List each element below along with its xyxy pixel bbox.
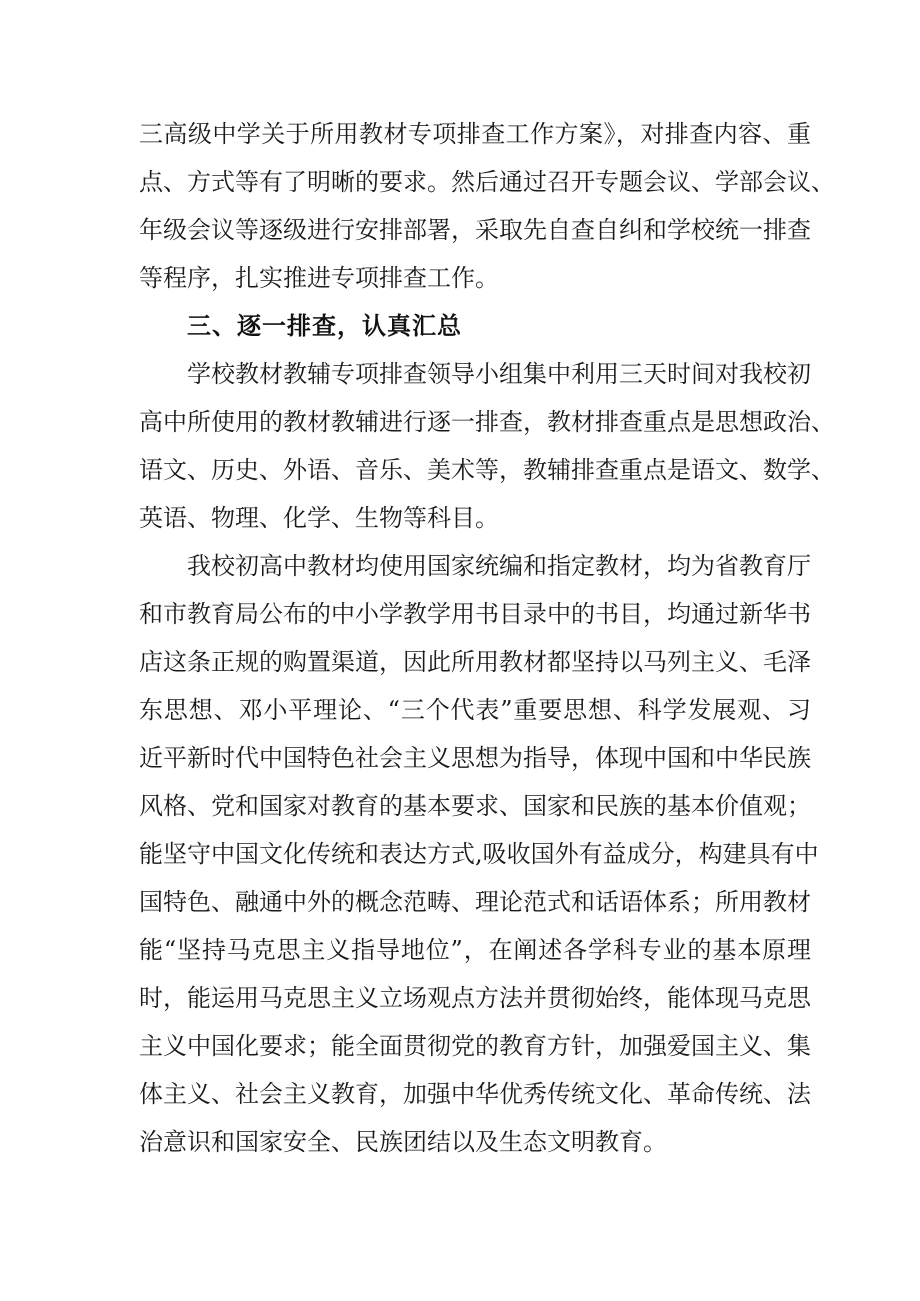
paragraph-line: 等程序，扎实推进专项排查工作。 [139, 264, 499, 292]
paragraph-line: 学校教材教辅专项排查领导小组集中利用三天时间对我校初 [187, 360, 811, 388]
paragraph-line: 近平新时代中国特色社会主义思想为指导，体现中国和中华民族 [139, 744, 811, 772]
paragraph-textbook-compliance [139, 542, 819, 1166]
paragraph-line: 东思想、邓小平理论、“三个代表”重要思想、科学发展观、习 [139, 696, 811, 724]
paragraph-plan-requirements [139, 110, 835, 302]
paragraph-line: 能“坚持马克思主义指导地位”，在阐述各学科专业的基本原理 [139, 936, 811, 964]
paragraph-line: 主义中国化要求；能全面贯彻党的教育方针，加强爱国主义、集 [139, 1032, 811, 1060]
section-heading: 三、逐一排查，认真汇总 [187, 312, 462, 340]
paragraph-line: 和市教育局公布的中小学教学用书目录中的书目，均通过新华书 [139, 600, 811, 628]
paragraph-line: 时，能运用马克思主义立场观点方法并贯彻始终，能体现马克思 [139, 984, 811, 1012]
paragraph-line: 点、方式等有了明晰的要求。然后通过召开专题会议、学部会议、 [139, 168, 835, 196]
paragraph-line: 店这条正规的购置渠道，因此所用教材都坚持以马列主义、毛泽 [139, 648, 811, 676]
paragraph-line: 体主义、社会主义教育，加强中华优秀传统文化、革命传统、法 [139, 1080, 811, 1108]
paragraph-line: 英语、物理、化学、生物等科目。 [139, 504, 499, 532]
paragraph-line: 国特色、融通中外的概念范畴、理论范式和话语体系；所用教材 [139, 888, 811, 916]
paragraph-line: 高中所使用的教材教辅进行逐一排查，教材排查重点是思想政治、 [139, 408, 835, 436]
paragraph-line: 我校初高中教材均使用国家统编和指定教材，均为省教育厅 [187, 552, 811, 580]
paragraph-line: 风格、党和国家对教育的基本要求、国家和民族的基本价值观； [139, 792, 811, 820]
document-body [139, 110, 835, 1166]
paragraph-line: 治意识和国家安全、民族团结以及生态文明教育。 [139, 1128, 667, 1156]
paragraph-line: 三高级中学关于所用教材专项排查工作方案》，对排查内容、重 [139, 120, 811, 148]
paragraph-inspection-scope [139, 350, 835, 542]
paragraph-line: 年级会议等逐级进行安排部署，采取先自查自纠和学校统一排查 [139, 216, 811, 244]
paragraph-line: 语文、历史、外语、音乐、美术等，教辅排查重点是语文、数学、 [139, 456, 835, 484]
paragraph-line: 能坚守中国文化传统和表达方式,吸收国外有益成分，构建具有中 [139, 840, 819, 868]
